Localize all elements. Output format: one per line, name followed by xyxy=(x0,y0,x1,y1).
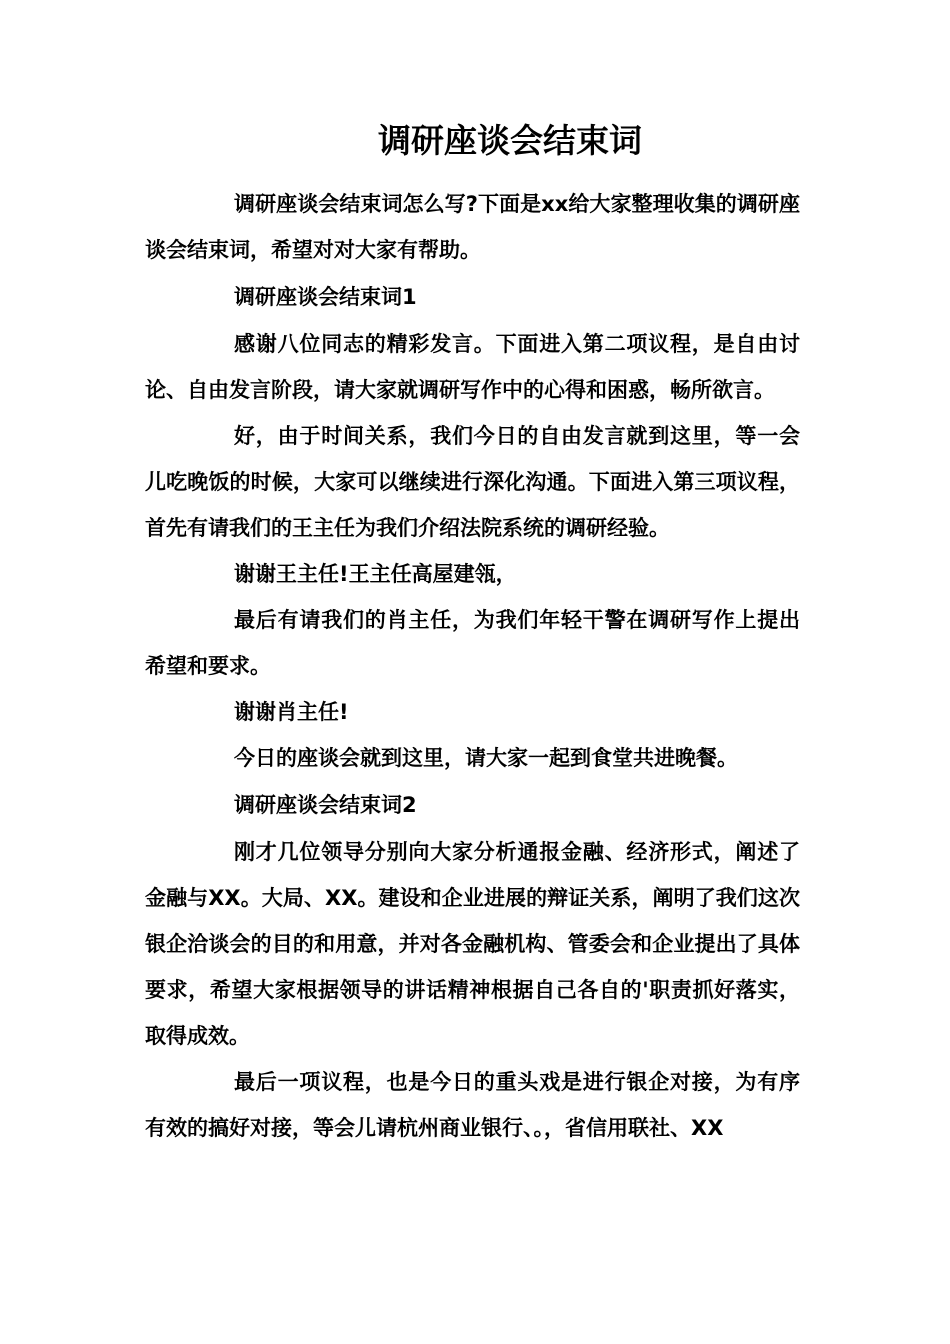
paragraph: 好，由于时间关系，我们今日的自由发言就到这里，等一会儿吃晚饭的时候，大家可以继续进行深化沟通。下面进入第三项议程，首先有请我们的王主任为我们介绍法院系统的调研经验。 xyxy=(145,424,800,540)
paragraph: 谢谢王主任!王主任高屋建瓴， xyxy=(234,562,517,586)
section-heading-2: 调研座谈会结束词2 xyxy=(234,793,417,817)
paragraph: 今日的座谈会就到这里，请大家一起到食堂共进晚餐。 xyxy=(234,746,738,770)
document-body xyxy=(145,181,800,1151)
document-title: 调研座谈会结束词 xyxy=(378,121,642,160)
intro-paragraph: 调研座谈会结束词怎么写?下面是xx给大家整理收集的调研座谈会结束词，希望对对大家有帮助。 xyxy=(145,192,800,262)
paragraph: 最后有请我们的肖主任，为我们年轻干警在调研写作上提出希望和要求。 xyxy=(145,608,800,678)
paragraph: 感谢八位同志的精彩发言。下面进入第二项议程，是自由讨论、自由发言阶段，请大家就调研写作中的心得和困惑，畅所欲言。 xyxy=(145,332,800,402)
paragraph: 谢谢肖主任! xyxy=(234,700,349,724)
section-heading-1: 调研座谈会结束词1 xyxy=(234,285,417,309)
paragraph: 最后一项议程，也是今日的重头戏是进行银企对接，为有序有效的搞好对接，等会儿请杭州商业银行、。，省信用联社、XX xyxy=(145,1070,800,1140)
paragraph: 刚才几位领导分别向大家分析通报金融、经济形式，阐述了金融与XX。大局、XX。建设和企业进展的辩证关系，阐明了我们这次银企洽谈会的目的和用意，并对各金融机构、管委会和企业提出了具体要求，希望大家根据领导的讲话精神根据自己各自的'职责抓好落实，取得成效。 xyxy=(145,840,800,1048)
